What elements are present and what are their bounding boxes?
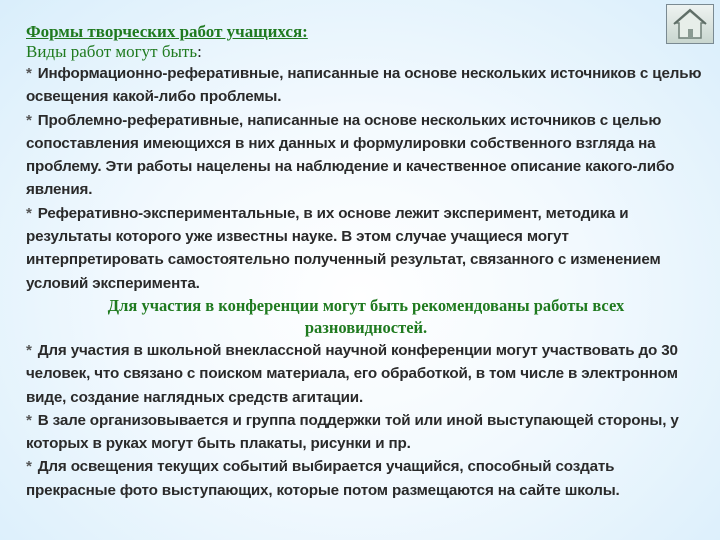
note-item bbox=[26, 409, 706, 456]
note-text: Для участия в школьной внеклассной научной конференции могут участвовать до 30 человек, что связано с поиском материала, его обработкой, в том числе в электронном виде, создание наглядных средств агитации. bbox=[26, 341, 678, 406]
work-type-text: Информационно-реферативные, написанные на основе нескольких источников с целью освещения какой-либо проблемы. bbox=[26, 65, 702, 106]
bullet-marker: * bbox=[26, 204, 32, 222]
slide-title: Формы творческих работ учащихся: bbox=[26, 22, 308, 41]
note-item bbox=[26, 339, 706, 409]
bullet-marker: * bbox=[26, 458, 32, 476]
work-type-item bbox=[26, 62, 706, 109]
bullet-marker: * bbox=[26, 111, 32, 129]
slide-subtitle bbox=[26, 42, 706, 62]
highlight-statement: Для участия в конференции могут быть рекомендованы работы всех разновидностей. bbox=[107, 295, 625, 337]
bullet-marker: * bbox=[26, 411, 32, 429]
work-type-item bbox=[26, 202, 706, 295]
work-type-text: Реферативно-экспериментальные, в их основе лежит эксперимент, методика и результаты которого уже известны науке. В этом случае учащиеся могут интерпретировать самостоятельно полученный результат, связанного с изменением условий эксперимента. bbox=[26, 204, 661, 292]
work-type-text: Проблемно-реферативные, написанные на основе нескольких источников с целью сопоставления имеющихся в них данных и формулировки собственного взгляда на проблему. Эти работы нацелены на наблюдение и качественное описание какого-либо явления. bbox=[26, 111, 675, 199]
bullet-marker: * bbox=[26, 65, 32, 82]
note-item bbox=[26, 455, 706, 502]
slide-content bbox=[26, 22, 706, 502]
note-text: В зале организовывается и группа поддержки той или иной выступающей стороны, у которых в руках могут быть плакаты, рисунки и пр. bbox=[26, 411, 679, 453]
subtitle-colon: : bbox=[197, 42, 202, 61]
bullet-marker: * bbox=[26, 341, 32, 359]
note-text: Для освещения текущих событий выбирается учащийся, способный создать прекрасные фото выступающих, которые потом размещаются на сайте школы. bbox=[26, 458, 620, 499]
work-type-item bbox=[26, 109, 706, 202]
subtitle-text: Виды работ могут быть bbox=[26, 42, 198, 61]
